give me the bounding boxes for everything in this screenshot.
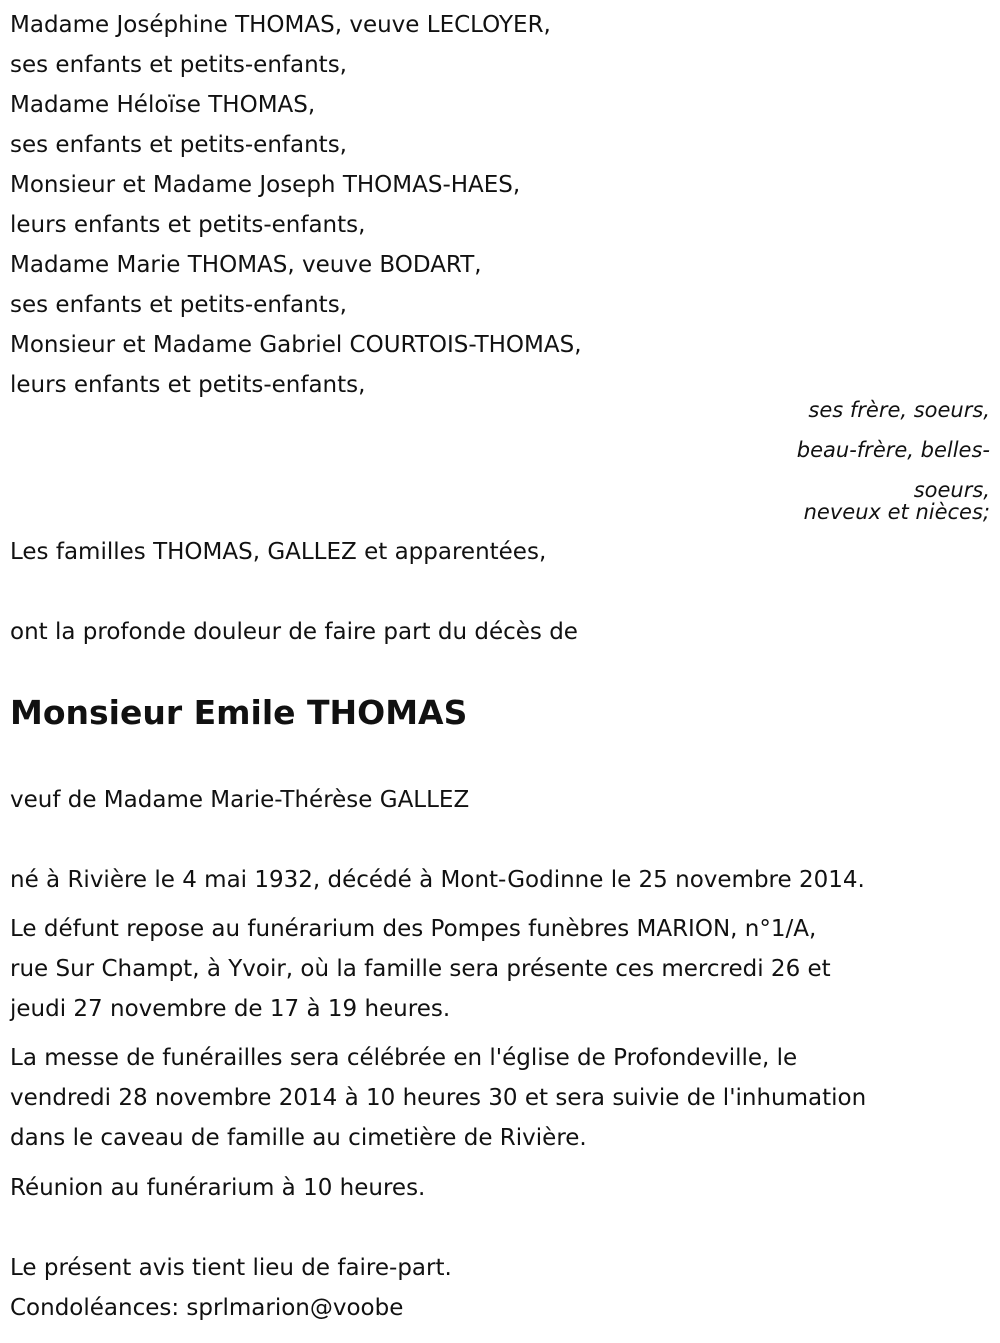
other-families: Les familles THOMAS, GALLEZ et apparentées, <box>10 539 547 565</box>
family-line: Madame Joséphine THOMAS, veuve LECLOYER, <box>10 12 551 38</box>
relation-line: soeurs, <box>913 478 990 502</box>
widower-of: veuf de Madame Marie-Thérèse GALLEZ <box>10 787 470 813</box>
family-line: Monsieur et Madame Joseph THOMAS-HAES, <box>10 172 521 198</box>
meeting: Réunion au funérarium à 10 heures. <box>10 1175 426 1201</box>
deceased-name: Monsieur Emile THOMAS <box>10 693 468 732</box>
condolences: Condoléances: sprlmarion@voobe <box>10 1295 404 1321</box>
family-line: ses enfants et petits-enfants, <box>10 52 347 78</box>
relation-line: neveux et nièces; <box>803 500 990 524</box>
family-line: leurs enfants et petits-enfants, <box>10 372 366 398</box>
repose-line: jeudi 27 novembre de 17 à 19 heures. <box>10 996 451 1022</box>
mass-line: La messe de funérailles sera célébrée en l'église de Profondeville, le <box>10 1045 798 1071</box>
family-line: ses enfants et petits-enfants, <box>10 132 347 158</box>
notice: Le présent avis tient lieu de faire-part. <box>10 1255 452 1281</box>
relation-line: ses frère, soeurs, <box>808 398 990 422</box>
announcement: ont la profonde douleur de faire part du décès de <box>10 619 578 645</box>
mass-line: dans le caveau de famille au cimetière de Rivière. <box>10 1125 587 1151</box>
repose-line: Le défunt repose au funérarium des Pompes funèbres MARION, n°1/A, <box>10 916 817 942</box>
family-line: ses enfants et petits-enfants, <box>10 292 347 318</box>
family-line: Madame Marie THOMAS, veuve BODART, <box>10 252 482 278</box>
birth-death: né à Rivière le 4 mai 1932, décédé à Mont-Godinne le 25 novembre 2014. <box>10 867 865 893</box>
repose-line: rue Sur Champt, à Yvoir, où la famille sera présente ces mercredi 26 et <box>10 956 831 982</box>
relation-line: beau-frère, belles- <box>796 438 990 462</box>
family-line: Monsieur et Madame Gabriel COURTOIS-THOMAS, <box>10 332 582 358</box>
mass-line: vendredi 28 novembre 2014 à 10 heures 30 et sera suivie de l'inhumation <box>10 1085 867 1111</box>
family-line: Madame Héloïse THOMAS, <box>10 92 316 118</box>
family-line: leurs enfants et petits-enfants, <box>10 212 366 238</box>
